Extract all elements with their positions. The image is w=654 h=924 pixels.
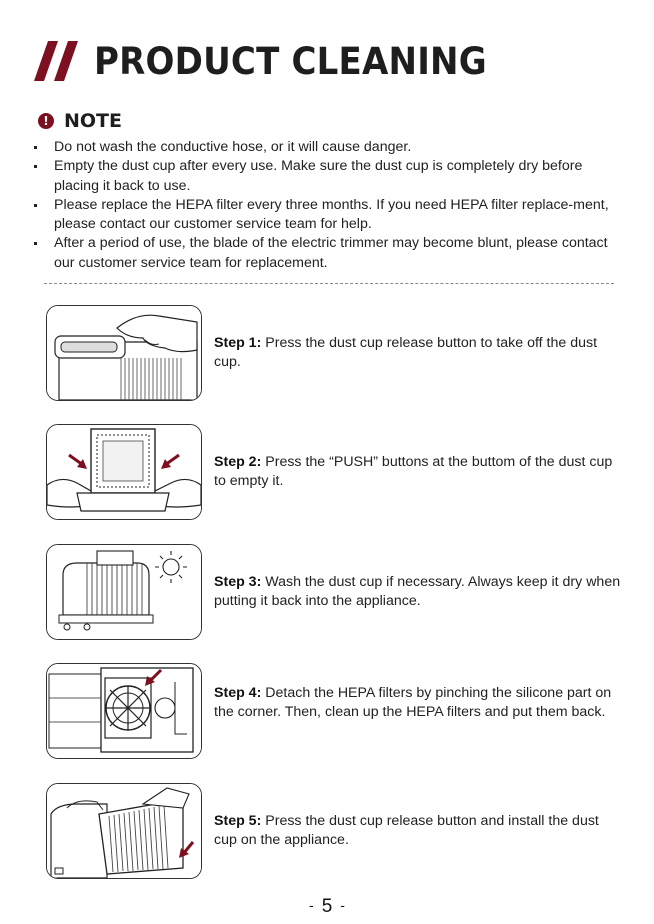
push-buttons-illustration (46, 424, 202, 520)
page-number-dash-right: - (340, 897, 345, 913)
step-4-description: Detach the HEPA filters by pinching the silicone part on the corner. Then, clean up the HEPA filters and put them back. (214, 685, 612, 721)
step-2-description: Press the “PUSH” buttons at the buttom of the dust cup to empty it. (214, 454, 613, 490)
note-heading (38, 110, 122, 132)
page-number-value: 5 (321, 896, 333, 917)
step-1-label: Step 1: (214, 335, 262, 351)
note-list (30, 138, 620, 273)
step-5 (46, 783, 626, 883)
page-title: PRODUCT CLEANING (94, 39, 487, 83)
exclamation-circle-icon: ! (38, 113, 54, 129)
step-3-label: Step 3: (214, 574, 262, 590)
dashed-divider (44, 283, 614, 284)
step-5-description: Press the dust cup release button and install the dust cup on the appliance. (214, 813, 599, 849)
step-4 (46, 663, 626, 763)
install-dust-cup-illustration (46, 783, 202, 879)
step-4-label: Step 4: (214, 685, 262, 701)
step-5-label: Step 5: (214, 813, 262, 829)
step-1 (46, 305, 626, 405)
step-1-text (214, 334, 624, 373)
page-number (0, 896, 654, 918)
double-slash-icon (34, 41, 82, 81)
note-title: NOTE (64, 110, 122, 132)
page-title-block (34, 36, 521, 86)
step-5-text (214, 812, 624, 851)
note-item: After a period of use, the blade of the electric trimmer may become blunt, please contact our customer service team for replacement. (30, 234, 620, 273)
note-item: Please replace the HEPA filter every three months. If you need HEPA filter replace-ment, please contact our customer service team for help. (30, 196, 620, 235)
step-3-description: Wash the dust cup if necessary. Always keep it dry when putting it back into the appliance. (214, 574, 621, 610)
dust-cup-release-illustration (46, 305, 202, 401)
step-2-label: Step 2: (214, 454, 262, 470)
step-3 (46, 544, 626, 644)
step-2-text (214, 453, 624, 492)
dry-dust-cup-illustration (46, 544, 202, 640)
note-item: Empty the dust cup after every use. Make sure the dust cup is completely dry before placing it back to use. (30, 157, 620, 196)
step-1-description: Press the dust cup release button to take off the dust cup. (214, 335, 598, 371)
hepa-filter-illustration (46, 663, 202, 759)
step-2 (46, 424, 626, 524)
step-3-text (214, 573, 624, 612)
step-4-text (214, 684, 624, 723)
page-number-dash-left: - (309, 897, 314, 913)
note-item: Do not wash the conductive hose, or it will cause danger. (30, 138, 620, 157)
